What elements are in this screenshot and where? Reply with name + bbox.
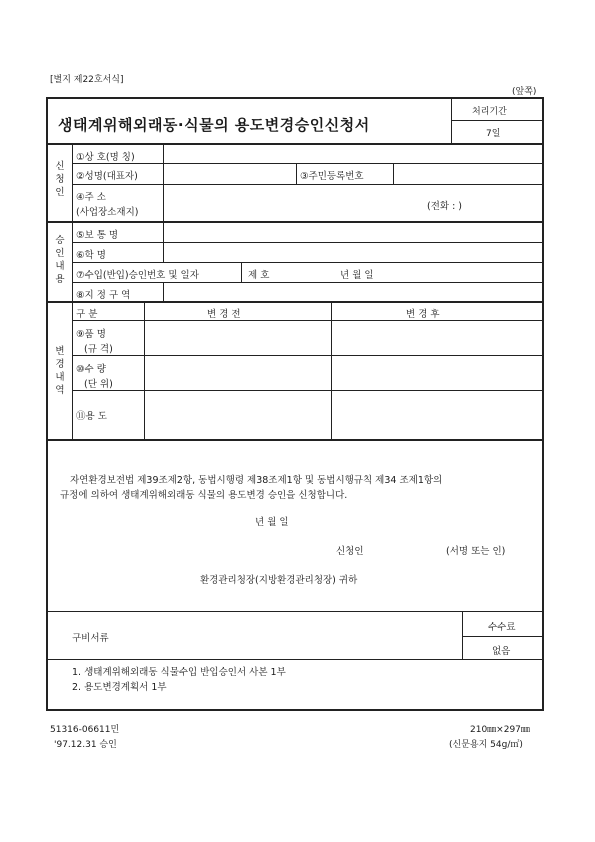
required-docs-label: 구비서류 [72,633,109,644]
address-label: ④주 소 [76,192,106,203]
approval-date-label: 년 월 일 [340,270,374,281]
item-name-label: ⑨품 명 [76,329,106,340]
category-header: 구 분 [76,309,98,320]
change-section-label: 변경내역 [55,346,65,396]
item-spec-label: (규 격) [84,344,113,355]
paper-type: (신문용지 54g/㎡) [449,740,523,750]
phone-label: (전화 : ) [427,201,463,212]
applicant-section-label: 신청인 [55,161,65,198]
form-title: 생태계위해외래동·식물의 용도변경승인신청서 [58,116,370,134]
workplace-address-label: (사업장소재지) [76,207,139,218]
paper-size: 210㎜×297㎜ [470,725,530,735]
form-code: 51316-06611민 [50,725,120,735]
page-side-label: (앞쪽) [512,87,537,97]
signature-note: (서명 또는 인) [446,546,506,557]
application-date-line: 년 월 일 [255,517,289,528]
recipient-line: 환경관리청장(지방환경관리청장) 귀하 [200,575,358,586]
representative-label: ②성명(대표자) [76,171,138,182]
before-change-header: 변 경 전 [207,309,241,320]
processing-period-label: 처리기간 [472,107,507,117]
approval-stamp-date: '97.12.31 승인 [54,740,117,750]
form-number-label: [별지 제22호서식] [50,75,124,85]
common-name-label: ⑤보 통 명 [76,230,119,241]
fee-value: 없음 [492,646,511,657]
after-change-header: 변 경 후 [406,309,440,320]
import-approval-label: ⑦수입(반입)승인번호 및 일자 [76,270,199,281]
approval-number-label: 제 호 [248,270,270,281]
required-doc-item-1: 1. 생태계위해외래동 식물수입 반입승인서 사본 1부 [72,667,286,678]
processing-period-value: 7일 [486,129,501,139]
usage-label: ⑪용 도 [76,411,107,422]
required-doc-item-2: 2. 용도변경계획서 1부 [72,682,167,693]
company-name-label: ①상 호(명 칭) [76,152,135,163]
resident-number-label: ③주민등록번호 [300,171,364,182]
quantity-label: ⑩수 량 [76,364,106,375]
scientific-name-label: ⑥학 명 [76,250,106,261]
statement-line-1: 자연환경보전법 제39조제2항, 동법시행령 제38조제1항 및 동법시행규칙 제34 조제1항의 [70,475,443,486]
designated-area-label: ⑧지 정 구 역 [76,290,131,301]
approval-section-label: 승인내용 [55,235,65,285]
unit-label: (단 위) [84,379,113,390]
fee-label: 수수료 [488,622,516,633]
applicant-signature-label: 신청인 [336,546,364,557]
statement-line-2: 규정에 의하여 생태계위해외래동 식물의 용도변경 승인을 신청합니다. [60,490,348,501]
